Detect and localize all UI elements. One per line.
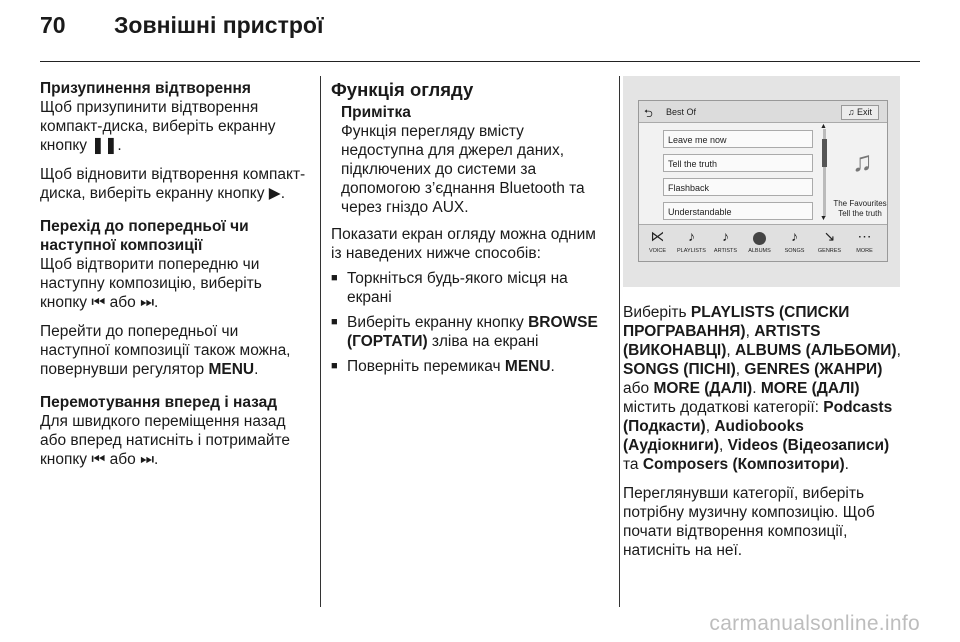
text: Щоб призупинити відтворення компакт-диска, виберіть екранну кнопку [40,99,276,154]
tab-label: PLAYLISTS [677,248,706,254]
text: . [117,137,122,154]
text: Виберіть екранну кнопку [347,314,529,331]
exit-label: Exit [856,107,872,117]
text: , [735,361,745,378]
tab-label: ALBUMS [748,248,771,254]
section-title-seek: Перемотування вперед і назад [40,394,278,411]
tab-label: MORE [856,248,873,254]
paragraph-menu-knob [40,322,308,379]
text: . [752,380,761,397]
more-icon: ⋯ [857,228,872,244]
paragraph-skip [40,255,308,312]
previous-track-icon: ⏮ [91,294,106,311]
tab-more[interactable] [849,225,880,255]
pause-icon: ❚❚ [91,137,118,154]
note-text: Функція перегляду вмісту недоступна для джерел даних, підключених до системи за допомогою з’єднання Bluetooth та через гніздо AUX. [341,123,585,216]
text: , [896,342,901,359]
section-title-browse: Функція огляду [331,79,474,100]
category-label: Audiobooks (Аудіокниги) [623,418,804,454]
category-label: ARTISTS (ВИКОНАВЦІ) [623,323,821,359]
genre-icon: ↘ [823,228,836,244]
header-rule [40,61,920,62]
text: містить додаткові категорії: [623,399,824,416]
category-tab-bar [639,224,887,261]
back-icon[interactable]: ⮌ [644,108,653,120]
category-label: GENRES (ЖАНРИ) [744,361,883,378]
text: або [105,294,141,311]
text: або [623,380,654,397]
next-track-icon: ⏭ [140,451,155,468]
exit-button[interactable] [841,105,879,120]
list-item[interactable]: Understandable [663,202,813,220]
paragraph-categories [623,303,903,474]
paragraph-intro: Показати екран огляду можна одним із наведених нижче способів: [331,226,596,262]
infotainment-screenshot [623,76,900,287]
text: Щоб відновити відтворення компакт-диска, виберіть екранну кнопку [40,166,306,202]
bullet-list [331,269,606,376]
album-name: The Favourites [833,199,887,208]
album-art-icon: ♫ [852,146,873,177]
category-label: MORE (ДАЛІ) [760,380,860,397]
text: Поверніть перемикач [347,358,505,375]
section-title-pause: Призупинення відтворення [40,80,251,97]
text: , [745,323,755,340]
page-number: 70 [40,12,66,38]
tab-playlists[interactable] [676,225,707,255]
watermark: carmanualsonline.info [709,612,920,635]
column-divider-right [619,76,620,607]
text: . [154,451,159,468]
paragraph-resume [40,165,308,203]
tab-label: SONGS [784,248,805,254]
section-title-skip: Перехід до попередньої чи наступної композиції [40,218,249,254]
category-label: PLAYLISTS (СПИСКИ ПРОГРАВАННЯ) [623,304,850,340]
scroll-down-icon[interactable]: ▼ [820,215,827,222]
song-icon: ♪ [791,228,798,244]
text: , [705,418,715,435]
playlist-icon: ♪ [688,228,695,244]
column-middle [331,79,606,382]
menu-label: MENU [504,358,551,375]
list-item [331,269,606,307]
list-item[interactable]: Flashback [663,178,813,196]
tab-label: GENRES [817,248,842,254]
category-label: MORE (ДАЛІ) [653,380,753,397]
tab-label: VOICE [648,248,667,254]
album-disc-icon [753,232,766,245]
category-label: Composers (Композитори) [642,456,845,473]
page-header [40,12,323,39]
text: . [844,456,849,473]
browse-screen [638,100,888,262]
column-divider-left [320,76,321,607]
page-title: Зовнішні пристрої [114,12,324,38]
list-item[interactable]: Tell the truth [663,154,813,172]
browse-label: BROWSE (ГОРТАТИ) [347,314,598,350]
list-item[interactable]: Leave me now [663,130,813,148]
list-item [331,313,606,351]
next-track-icon: ⏭ [140,294,155,311]
text: зліва на екрані [427,333,539,350]
text: Торкніться будь-якого місця на екрані [347,270,568,306]
play-icon: ▶ [268,185,281,202]
text: . [154,294,159,311]
tab-albums[interactable] [744,225,775,255]
now-playing-info [832,199,888,219]
category-label: Podcasts (Подкасти) [623,399,893,435]
paragraph-select-track: Переглянувши категорії, виберіть потрібну музичну композицію. Щоб почати відтворення композиції, натисніть на неї. [623,485,875,559]
artist-icon: ♪ [722,228,729,244]
text: . [280,185,285,202]
tab-artists[interactable] [710,225,741,255]
category-label: Videos (Відеозаписи) [727,437,890,454]
scrollbar-thumb[interactable] [822,139,827,167]
text: Перейти до попередньої чи наступної композиції також можна, повернувши регулятор [40,323,291,378]
note-title: Примітка [341,104,411,121]
text: . [254,361,259,378]
note-box [341,103,606,217]
screen-title: Best Of [666,107,697,117]
paragraph-seek [40,412,308,469]
text: та [623,456,643,473]
tab-label: ARTISTS [713,248,738,254]
text: або [105,451,141,468]
menu-label: MENU [208,361,255,378]
paragraph-pause [40,98,308,155]
screen-top-bar [639,101,887,123]
tab-genres[interactable] [814,225,845,255]
column-left [40,79,308,469]
music-note-icon: ♫ [847,107,855,117]
text: Для швидкого переміщення назад або вперед натисніть і потримайте кнопку [40,413,291,468]
text: , [719,437,728,454]
voice-icon: ⋉ [650,228,665,244]
list-item [331,357,606,376]
tab-songs[interactable] [779,225,810,255]
column-right [623,303,903,560]
previous-track-icon: ⏮ [91,451,106,468]
tab-voice[interactable] [642,225,673,255]
text: , [726,342,736,359]
text: Щоб відтворити попередню чи наступну композицію, виберіть кнопку [40,256,262,311]
text: Виберіть [623,304,691,321]
category-label: ALBUMS (АЛЬБОМИ) [735,342,897,359]
scroll-up-icon[interactable]: ▲ [820,123,827,130]
text: . [550,358,555,375]
track-name: Tell the truth [838,209,882,218]
category-label: SONGS (ПІСНІ) [623,361,736,378]
